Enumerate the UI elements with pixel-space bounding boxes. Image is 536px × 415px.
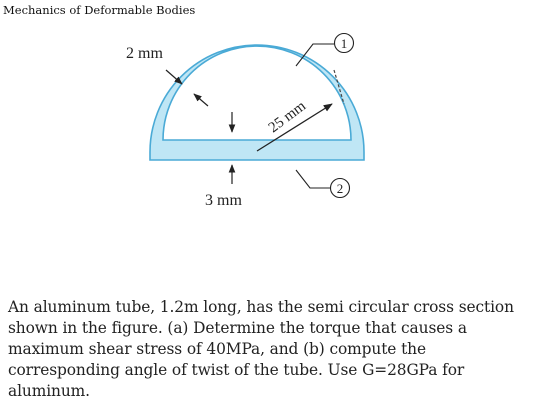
label-25mm: 25 mm [265,98,310,137]
problem-line: maximum shear stress of 40MPa, and (b) compute the [8,340,426,358]
arc-wall-arrow-inner [194,94,208,106]
problem-statement [8,297,532,402]
callout-2-leader [296,170,330,188]
problem-line: corresponding angle of twist of the tube. Use G=28GPa for [8,361,465,379]
problem-line: shown in the figure. (a) Determine the torque that causes a [8,319,467,337]
problem-line: aluminum. [8,382,90,400]
callout-1-number: 1 [340,36,348,51]
callout-2-number: 2 [336,181,344,196]
tube-wall [150,45,364,160]
label-2mm: 2 mm [126,45,163,62]
problem-line: An aluminum tube, 1.2m long, has the semi circular cross section [8,298,514,316]
page-header: Mechanics of Deformable Bodies [3,3,196,17]
label-3mm: 3 mm [205,192,242,209]
